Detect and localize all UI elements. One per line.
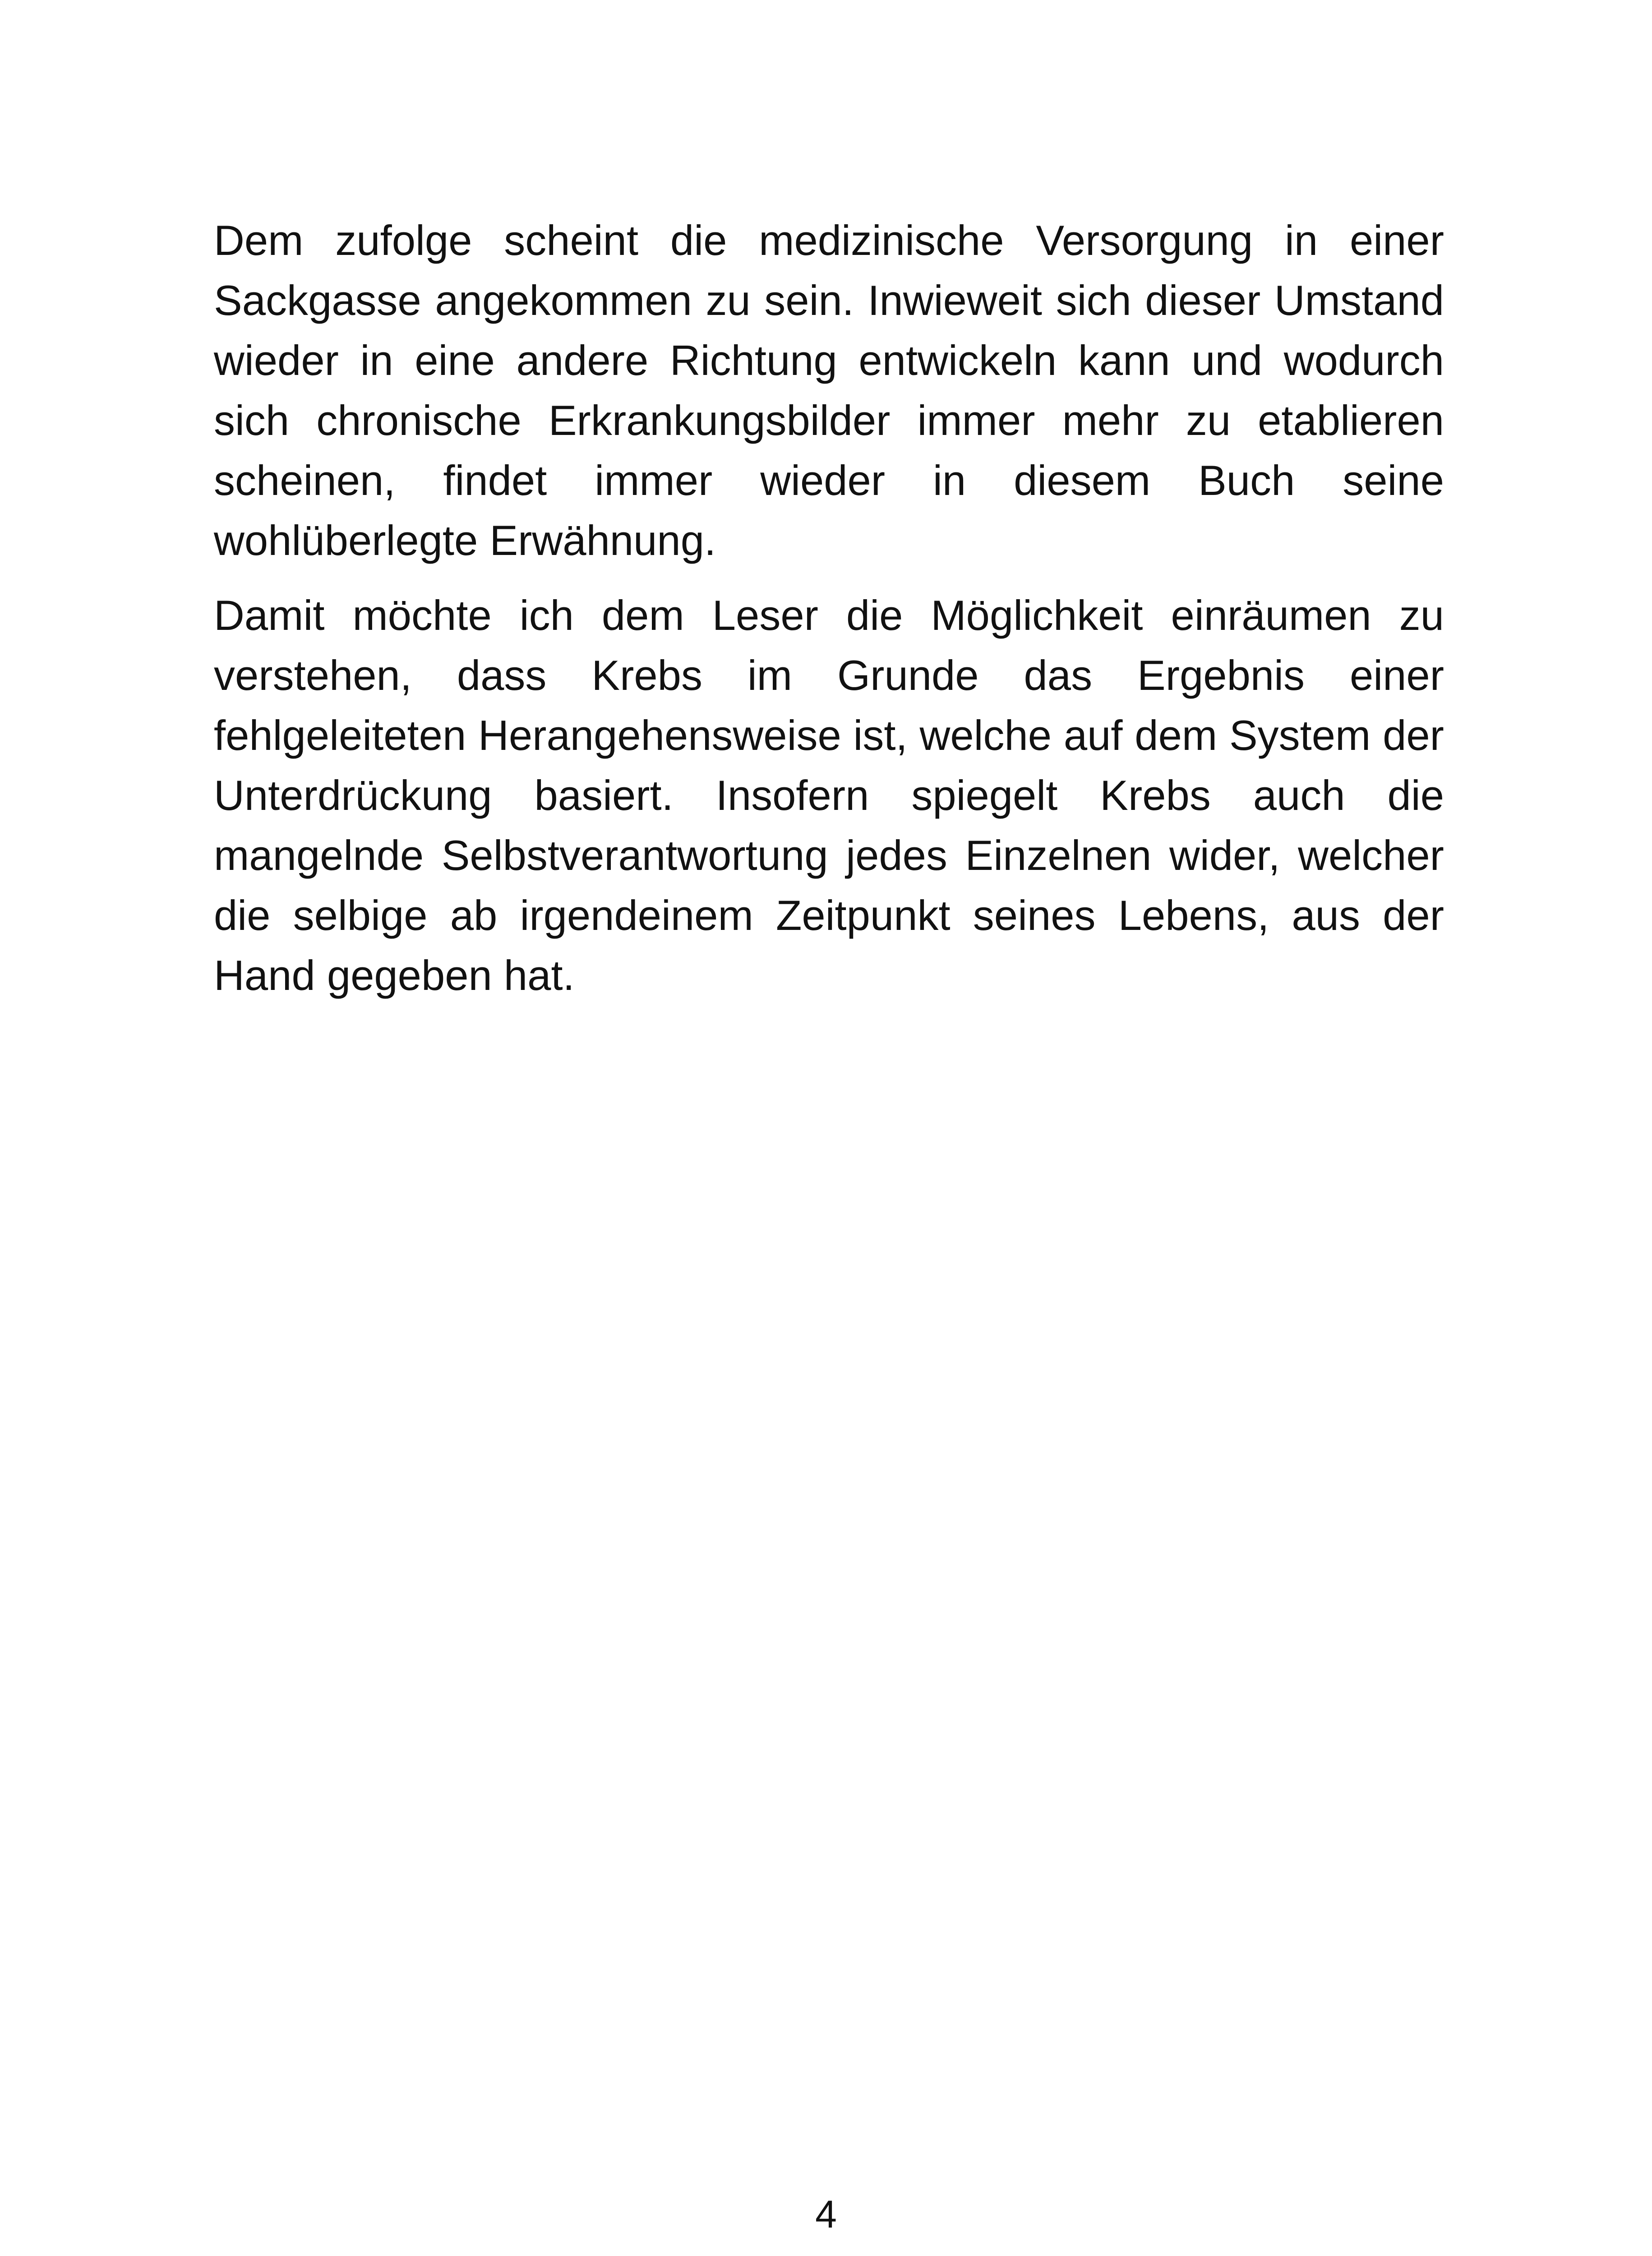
page-number: 4 (815, 2193, 837, 2236)
body-text (214, 210, 1444, 1020)
paragraph-1: Dem zufolge scheint die medizinische Versorgung in einer Sackgasse angekommen zu sein. Inwieweit sich dieser Umstand wieder in eine andere Richtung entwickeln kann und wodurch sich chronische Erkrankungsbilder immer mehr zu etablieren scheinen, findet immer wieder in diesem Buch seine wohlüberlegte Erwähnung. (214, 217, 1444, 564)
paragraph-2: Damit möchte ich dem Leser die Möglichkeit einräumen zu verstehen, dass Krebs im Grunde das Ergebnis einer fehlgeleiteten Herangehensweise ist, welche auf dem System der Unterdrückung basiert. Insofern spiegelt Krebs auch die mangelnde Selbstverantwortung jedes Einzelnen wider, welcher die selbige ab irgendeinem Zeitpunkt seines Lebens, aus der Hand gegeben hat. (214, 592, 1444, 999)
